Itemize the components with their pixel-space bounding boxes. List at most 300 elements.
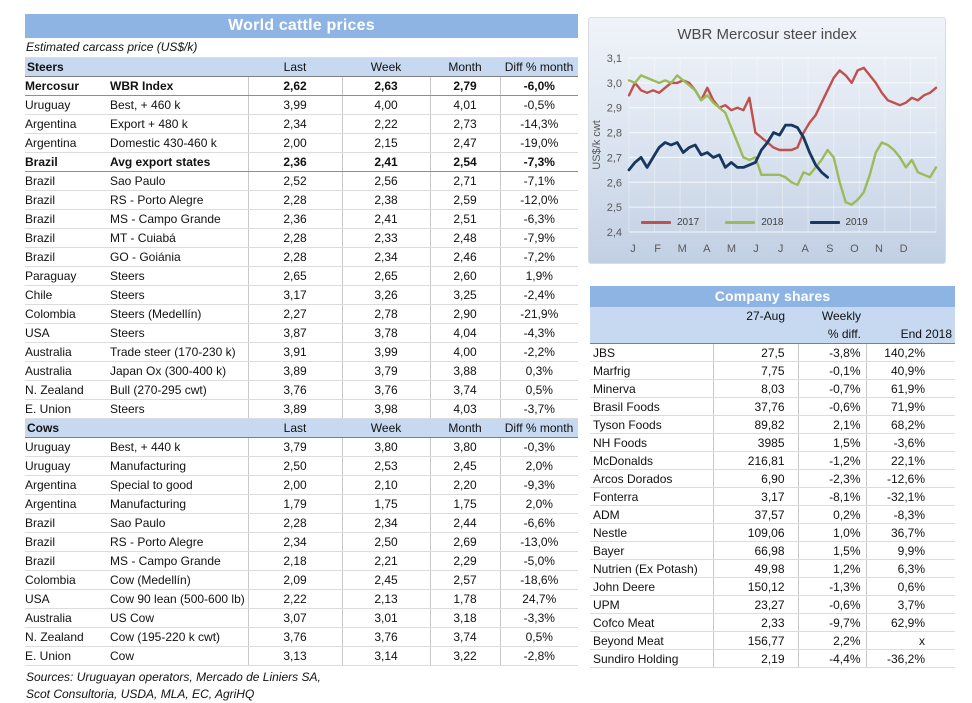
item-cell: Avg export states [110, 153, 248, 172]
end-2018-cell: 71,9% [866, 398, 955, 416]
month-cell: 2,47 [430, 134, 500, 153]
item-cell: Steers (Medellín) [110, 305, 248, 324]
month-cell: 2,29 [430, 552, 500, 571]
weekly-diff-cell: -2,3% [798, 470, 866, 488]
legend-label: 2017 [677, 217, 700, 228]
last-cell: 2,50 [248, 457, 342, 476]
table-row [25, 286, 578, 305]
table-row [25, 77, 578, 96]
week-cell: 3,80 [342, 438, 430, 457]
legend-label: 2018 [761, 217, 784, 228]
table-row [25, 343, 578, 362]
diff-cell: -7,1% [500, 172, 578, 191]
column-header: Last [248, 419, 342, 438]
table-row [25, 267, 578, 286]
end-2018-cell: -12,6% [866, 470, 955, 488]
country-cell: USA [25, 590, 110, 609]
last-cell: 3,79 [248, 438, 342, 457]
shares-end-header-spacer [866, 307, 955, 325]
company-name-cell: Marfrig [590, 362, 713, 380]
country-cell: N. Zealand [25, 381, 110, 400]
legend-swatch [641, 221, 671, 224]
legend-swatch [810, 221, 840, 224]
item-cell: Best, + 440 k [110, 438, 248, 457]
price-cell: 3,17 [713, 488, 798, 506]
last-cell: 2,28 [248, 229, 342, 248]
diff-cell: -18,6% [500, 571, 578, 590]
end-2018-cell: x [866, 632, 955, 650]
item-cell: Cow (195-220 k cwt) [110, 628, 248, 647]
price-cell: 3985 [713, 434, 798, 452]
end-2018-cell: 40,9% [866, 362, 955, 380]
table-row [590, 506, 955, 524]
week-cell: 3,99 [342, 343, 430, 362]
diff-cell: -2,2% [500, 343, 578, 362]
section-label: Cows [25, 419, 248, 438]
diff-cell: -12,0% [500, 191, 578, 210]
item-cell: RS - Porto Alegre [110, 191, 248, 210]
table-row [25, 514, 578, 533]
last-cell: 2,36 [248, 210, 342, 229]
end-2018-cell: 6,3% [866, 560, 955, 578]
month-cell: 2,79 [430, 77, 500, 96]
item-cell: Special to good [110, 476, 248, 495]
price-cell: 89,82 [713, 416, 798, 434]
table-row [590, 470, 955, 488]
diff-cell: -6,3% [500, 210, 578, 229]
weekly-diff-cell: 0,2% [798, 506, 866, 524]
item-cell: RS - Porto Alegre [110, 533, 248, 552]
diff-cell: -3,7% [500, 400, 578, 419]
week-cell: 2,78 [342, 305, 430, 324]
diff-cell: -6,0% [500, 77, 578, 96]
shares-header-row-1 [590, 307, 955, 325]
end-2018-cell: 68,2% [866, 416, 955, 434]
weekly-diff-cell: 2,2% [798, 632, 866, 650]
diff-cell: -5,0% [500, 552, 578, 571]
month-cell: 2,69 [430, 533, 500, 552]
diff-cell: -7,9% [500, 229, 578, 248]
company-name-cell: Beyond Meat [590, 632, 713, 650]
x-tick-label: N [875, 243, 883, 255]
table-row [25, 248, 578, 267]
x-tick-label: M [726, 243, 736, 255]
last-cell: 3,17 [248, 286, 342, 305]
diff-cell: 0,5% [500, 381, 578, 400]
item-cell: US Cow [110, 609, 248, 628]
company-name-cell: Fonterra [590, 488, 713, 506]
item-cell: Sao Paulo [110, 172, 248, 191]
diff-cell: -7,3% [500, 153, 578, 172]
month-cell: 2,51 [430, 210, 500, 229]
x-tick-label: O [850, 243, 859, 255]
table-row [25, 381, 578, 400]
item-cell: Cow 90 lean (500-600 lb) [110, 590, 248, 609]
item-cell: Cow (Medellín) [110, 571, 248, 590]
weekly-diff-cell: 2,1% [798, 416, 866, 434]
week-cell: 1,75 [342, 495, 430, 514]
item-cell: Steers [110, 400, 248, 419]
sources-line-2: Scot Consultoria, USDA, MLA, EC, AgriHQ [26, 687, 255, 701]
shares-table [590, 307, 955, 668]
end-2018-cell: 36,7% [866, 524, 955, 542]
end-2018-cell: 140,2% [866, 344, 955, 362]
country-cell: Brazil [25, 533, 110, 552]
diff-cell: -0,3% [500, 438, 578, 457]
week-cell: 2,65 [342, 267, 430, 286]
diff-cell: 0,3% [500, 362, 578, 381]
country-cell: Brazil [25, 191, 110, 210]
week-cell: 2,56 [342, 172, 430, 191]
table-row [25, 533, 578, 552]
country-cell: Australia [25, 609, 110, 628]
end-2018-cell: 61,9% [866, 380, 955, 398]
country-cell: N. Zealand [25, 628, 110, 647]
chart-legend [641, 217, 894, 228]
weekly-diff-cell: 1,2% [798, 560, 866, 578]
price-cell: 27,5 [713, 344, 798, 362]
last-cell: 2,22 [248, 590, 342, 609]
table-row [25, 115, 578, 134]
item-cell: Cow [110, 647, 248, 666]
table-row [25, 457, 578, 476]
shares-table-title: Company shares [590, 286, 955, 307]
diff-cell: -6,6% [500, 514, 578, 533]
item-cell: Japan Ox (300-400 k) [110, 362, 248, 381]
last-cell: 1,79 [248, 495, 342, 514]
shares-name-header-2 [590, 325, 713, 344]
month-cell: 2,90 [430, 305, 500, 324]
table-row [25, 210, 578, 229]
last-cell: 2,65 [248, 267, 342, 286]
steer-index-chart [588, 17, 946, 264]
diff-cell: 0,5% [500, 628, 578, 647]
end-2018-cell: 9,9% [866, 542, 955, 560]
table-row [590, 416, 955, 434]
x-tick-label: D [899, 243, 908, 255]
month-cell: 4,01 [430, 96, 500, 115]
country-cell: Australia [25, 343, 110, 362]
table-row [25, 96, 578, 115]
cattle-table [25, 58, 578, 666]
shares-pct-diff-header: % diff. [798, 325, 866, 344]
month-cell: 3,74 [430, 628, 500, 647]
end-2018-cell: -32,1% [866, 488, 955, 506]
company-name-cell: Brasil Foods [590, 398, 713, 416]
weekly-diff-cell: -4,4% [798, 650, 866, 668]
diff-cell: -21,9% [500, 305, 578, 324]
price-cell: 2,19 [713, 650, 798, 668]
week-cell: 2,41 [342, 210, 430, 229]
shares-weekly-header: Weekly [798, 307, 866, 325]
week-cell: 4,00 [342, 96, 430, 115]
week-cell: 2,13 [342, 590, 430, 609]
last-cell: 2,62 [248, 77, 342, 96]
week-cell: 2,10 [342, 476, 430, 495]
shares-end-2018-header: End 2018 [866, 325, 955, 344]
week-cell: 3,01 [342, 609, 430, 628]
shares-date-header-2 [713, 325, 798, 344]
last-cell: 2,27 [248, 305, 342, 324]
price-cell: 6,90 [713, 470, 798, 488]
chart-title: WBR Mercosur steer index [677, 26, 857, 43]
last-cell: 2,28 [248, 248, 342, 267]
country-cell: Argentina [25, 476, 110, 495]
column-header: Month [430, 58, 500, 77]
table-row [590, 380, 955, 398]
table-row [25, 476, 578, 495]
legend-item-2018 [725, 217, 783, 228]
item-cell: Domestic 430-460 k [110, 134, 248, 153]
month-cell: 2,59 [430, 191, 500, 210]
item-cell: Steers [110, 267, 248, 286]
last-cell: 3,07 [248, 609, 342, 628]
price-cell: 49,98 [713, 560, 798, 578]
table-row [590, 632, 955, 650]
diff-cell: -14,3% [500, 115, 578, 134]
week-cell: 2,34 [342, 514, 430, 533]
table-row [25, 609, 578, 628]
last-cell: 2,00 [248, 134, 342, 153]
y-tick-label: 2,6 [606, 177, 622, 190]
country-cell: Chile [25, 286, 110, 305]
last-cell: 2,52 [248, 172, 342, 191]
x-tick-label: M [677, 243, 687, 255]
month-cell: 3,22 [430, 647, 500, 666]
table-row [590, 452, 955, 470]
last-cell: 3,89 [248, 362, 342, 381]
month-cell: 1,78 [430, 590, 500, 609]
end-2018-cell: 0,6% [866, 578, 955, 596]
price-cell: 156,77 [713, 632, 798, 650]
week-cell: 2,22 [342, 115, 430, 134]
item-cell: GO - Goiánia [110, 248, 248, 267]
cattle-prices-table [25, 14, 578, 703]
diff-cell: -3,3% [500, 609, 578, 628]
price-cell: 66,98 [713, 542, 798, 560]
weekly-diff-cell: -8,1% [798, 488, 866, 506]
country-cell: Uruguay [25, 96, 110, 115]
table-row [25, 628, 578, 647]
country-cell: Argentina [25, 134, 110, 153]
weekly-diff-cell: -3,8% [798, 344, 866, 362]
y-tick-label: 3,0 [606, 77, 622, 90]
last-cell: 2,00 [248, 476, 342, 495]
month-cell: 3,88 [430, 362, 500, 381]
week-cell: 2,34 [342, 248, 430, 267]
company-name-cell: John Deere [590, 578, 713, 596]
company-name-cell: NH Foods [590, 434, 713, 452]
company-name-cell: Tyson Foods [590, 416, 713, 434]
table-row [590, 524, 955, 542]
diff-cell: -0,5% [500, 96, 578, 115]
column-header: Last [248, 58, 342, 77]
country-cell: Brazil [25, 210, 110, 229]
diff-cell: -2,4% [500, 286, 578, 305]
company-name-cell: McDonalds [590, 452, 713, 470]
week-cell: 2,53 [342, 457, 430, 476]
table-row [590, 614, 955, 632]
country-cell: E. Union [25, 400, 110, 419]
table-row [590, 578, 955, 596]
company-name-cell: Arcos Dorados [590, 470, 713, 488]
table-row [25, 400, 578, 419]
cattle-table-subtitle: Estimated carcass price (US$/k) [25, 38, 578, 58]
company-name-cell: Cofco Meat [590, 614, 713, 632]
weekly-diff-cell: -1,3% [798, 578, 866, 596]
diff-cell: 1,9% [500, 267, 578, 286]
item-cell: MS - Campo Grande [110, 210, 248, 229]
country-cell: Brazil [25, 153, 110, 172]
diff-cell: -9,3% [500, 476, 578, 495]
legend-label: 2019 [845, 217, 868, 228]
diff-cell: -7,2% [500, 248, 578, 267]
y-tick-label: 2,4 [606, 227, 622, 239]
y-tick-label: 2,8 [606, 127, 622, 140]
price-cell: 37,76 [713, 398, 798, 416]
company-name-cell: Sundiro Holding [590, 650, 713, 668]
item-cell: Export + 480 k [110, 115, 248, 134]
country-cell: Mercosur [25, 77, 110, 96]
company-name-cell: UPM [590, 596, 713, 614]
last-cell: 2,28 [248, 191, 342, 210]
last-cell: 3,87 [248, 324, 342, 343]
last-cell: 2,09 [248, 571, 342, 590]
week-cell: 2,15 [342, 134, 430, 153]
week-cell: 2,38 [342, 191, 430, 210]
table-row [590, 488, 955, 506]
column-header: Week [342, 58, 430, 77]
company-name-cell: JBS [590, 344, 713, 362]
country-cell: Uruguay [25, 457, 110, 476]
month-cell: 2,54 [430, 153, 500, 172]
country-cell: Argentina [25, 115, 110, 134]
company-name-cell: ADM [590, 506, 713, 524]
y-tick-label: 2,9 [606, 102, 622, 115]
week-cell: 3,14 [342, 647, 430, 666]
table-row [25, 191, 578, 210]
month-cell: 2,57 [430, 571, 500, 590]
month-cell: 2,44 [430, 514, 500, 533]
last-cell: 2,36 [248, 153, 342, 172]
last-cell: 2,18 [248, 552, 342, 571]
section-label: Steers [25, 58, 248, 77]
country-cell: Colombia [25, 571, 110, 590]
last-cell: 3,89 [248, 400, 342, 419]
country-cell: USA [25, 324, 110, 343]
country-cell: Brazil [25, 172, 110, 191]
end-2018-cell: -36,2% [866, 650, 955, 668]
last-cell: 2,28 [248, 514, 342, 533]
diff-cell: 2,0% [500, 495, 578, 514]
month-cell: 3,25 [430, 286, 500, 305]
shares-header-row-2 [590, 325, 955, 344]
table-row [25, 134, 578, 153]
last-cell: 3,91 [248, 343, 342, 362]
column-header: Week [342, 419, 430, 438]
last-cell: 3,76 [248, 381, 342, 400]
weekly-diff-cell: 1,5% [798, 542, 866, 560]
x-tick-label: S [826, 243, 834, 255]
diff-cell: 24,7% [500, 590, 578, 609]
week-cell: 2,33 [342, 229, 430, 248]
country-cell: Australia [25, 362, 110, 381]
x-tick-label: J [753, 243, 759, 255]
country-cell: Brazil [25, 229, 110, 248]
table-row [590, 650, 955, 668]
country-cell: Brazil [25, 514, 110, 533]
week-cell: 3,79 [342, 362, 430, 381]
price-cell: 2,33 [713, 614, 798, 632]
table-row [25, 305, 578, 324]
month-cell: 1,75 [430, 495, 500, 514]
country-cell: Brazil [25, 552, 110, 571]
y-tick-label: 3,1 [606, 53, 622, 65]
price-cell: 109,06 [713, 524, 798, 542]
table-row [25, 495, 578, 514]
diff-cell: -2,8% [500, 647, 578, 666]
item-cell: Manufacturing [110, 457, 248, 476]
weekly-diff-cell: 1,5% [798, 434, 866, 452]
price-cell: 7,75 [713, 362, 798, 380]
week-cell: 3,78 [342, 324, 430, 343]
table-row [590, 398, 955, 416]
item-cell: Bull (270-295 cwt) [110, 381, 248, 400]
end-2018-cell: -3,6% [866, 434, 955, 452]
company-name-cell: Nestle [590, 524, 713, 542]
item-cell: Sao Paulo [110, 514, 248, 533]
table-row [25, 552, 578, 571]
month-cell: 2,48 [430, 229, 500, 248]
price-cell: 8,03 [713, 380, 798, 398]
month-cell: 2,71 [430, 172, 500, 191]
country-cell: Uruguay [25, 438, 110, 457]
table-row [25, 172, 578, 191]
month-cell: 4,04 [430, 324, 500, 343]
month-cell: 2,73 [430, 115, 500, 134]
company-name-cell: Bayer [590, 542, 713, 560]
month-cell: 2,20 [430, 476, 500, 495]
last-cell: 3,13 [248, 647, 342, 666]
week-cell: 3,26 [342, 286, 430, 305]
column-header: Diff % month [500, 58, 578, 77]
week-cell: 2,63 [342, 77, 430, 96]
company-name-cell: Minerva [590, 380, 713, 398]
column-header: Diff % month [500, 419, 578, 438]
country-cell: Argentina [25, 495, 110, 514]
diff-cell: -13,0% [500, 533, 578, 552]
x-tick-label: J [777, 243, 784, 255]
month-cell: 4,03 [430, 400, 500, 419]
x-tick-label: F [654, 243, 661, 255]
diff-cell: -4,3% [500, 324, 578, 343]
week-cell: 2,50 [342, 533, 430, 552]
week-cell: 2,41 [342, 153, 430, 172]
y-tick-label: 2,7 [606, 152, 622, 165]
item-cell: MS - Campo Grande [110, 552, 248, 571]
country-cell: Paraguay [25, 267, 110, 286]
sources-line-1: Sources: Uruguayan operators, Mercado de Liniers SA, [26, 670, 321, 684]
table-row [25, 229, 578, 248]
legend-item-2019 [810, 217, 868, 228]
month-cell: 2,60 [430, 267, 500, 286]
y-tick-label: 2,5 [606, 202, 622, 215]
country-cell: Brazil [25, 248, 110, 267]
last-cell: 2,34 [248, 533, 342, 552]
y-axis-title: US$/k cwt [591, 120, 603, 170]
weekly-diff-cell: -0,1% [798, 362, 866, 380]
item-cell: MT - Cuiabá [110, 229, 248, 248]
